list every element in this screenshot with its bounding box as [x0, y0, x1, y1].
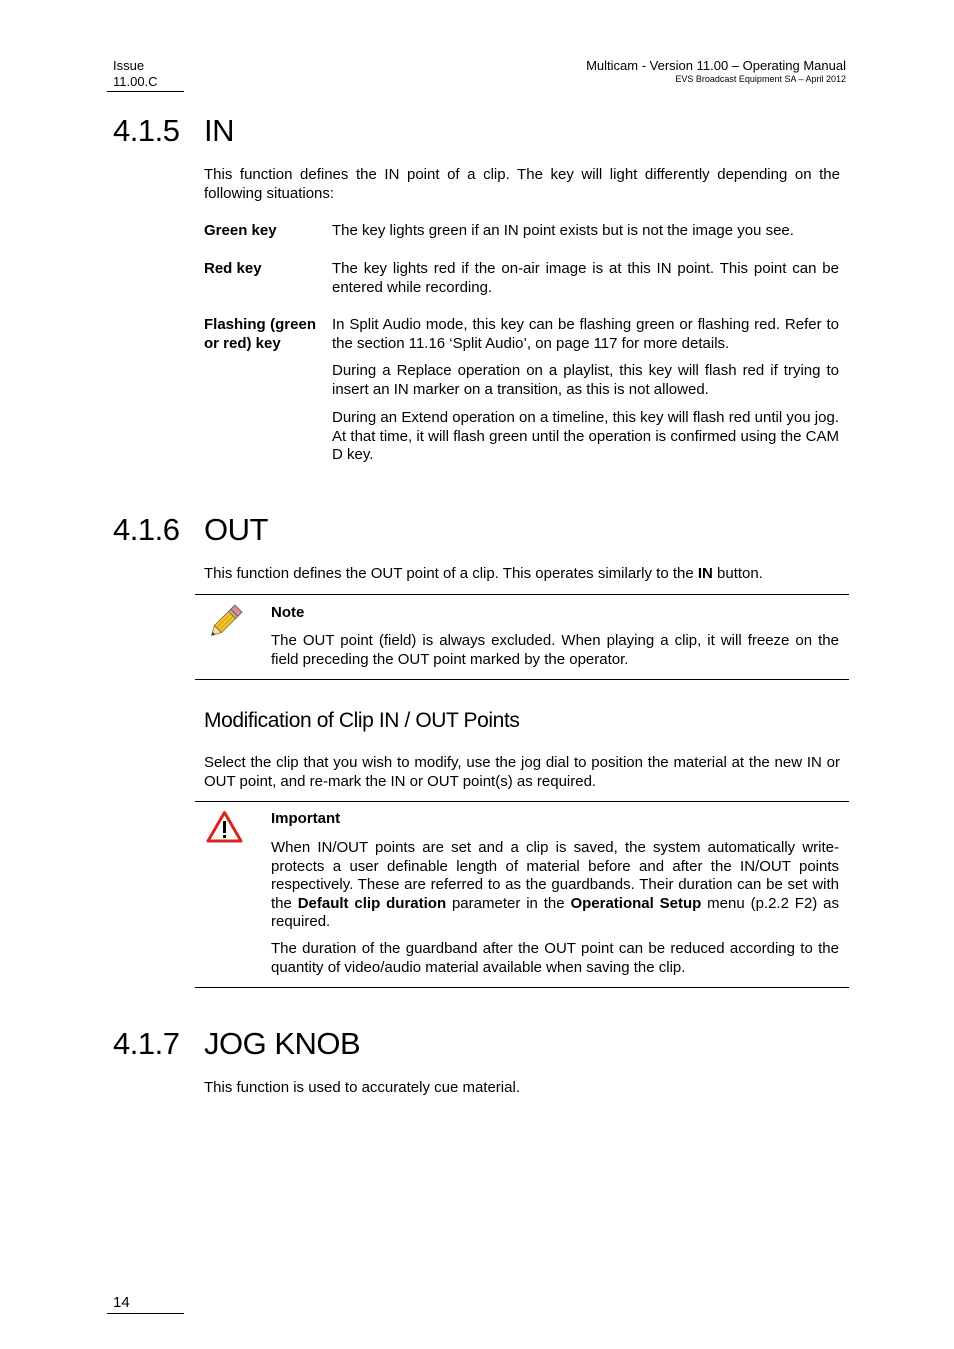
section-title: IN	[204, 113, 234, 148]
section-title: OUT	[204, 512, 268, 547]
note-text: The OUT point (field) is always excluded. When playing a clip, it will freeze on the field preceding the OUT point marked by the operator.	[271, 632, 839, 668]
def-green-key: The key lights green if an IN point exists but is not the image you see.	[332, 222, 794, 239]
section-heading-jog	[113, 1026, 713, 1062]
section-jog-intro: This function is used to accurately cue material.	[204, 1079, 520, 1096]
def-flashing-replace: During a Replace operation on a playlist, this key will flash red if trying to insert an IN marker on a transition, as this is not allowed.	[332, 362, 839, 398]
important-text-2: The duration of the guardband after the OUT point can be reduced according to the quantity of video/audio material available when saving the clip.	[271, 940, 839, 976]
section-in-intro: This function defines the IN point of a clip. The key will light differently depending on the following situations:	[204, 166, 840, 202]
def-red-key: The key lights red if the on-air image is at this IN point. This point can be entered while recording.	[332, 260, 839, 296]
issue-number: 11.00.C	[113, 74, 158, 89]
issue-label: Issue	[113, 58, 145, 73]
pencil-icon	[205, 602, 245, 642]
header-issue	[113, 58, 158, 90]
important-title: Important	[271, 810, 341, 827]
section-title: JOG KNOB	[204, 1026, 361, 1061]
page-number: 14	[113, 1294, 130, 1311]
note-title: Note	[271, 604, 305, 621]
def-flashing-extend: During an Extend operation on a timeline, this key will flash red until you jog. At that time, it will flash green until the operation is confirmed using the CAM D key.	[332, 409, 839, 463]
publisher-line: EVS Broadcast Equipment SA – April 2012	[675, 74, 846, 84]
header-divider	[107, 91, 184, 92]
section-number: 4.1.6	[113, 512, 180, 547]
warning-icon	[206, 810, 243, 843]
important-bottom-rule	[195, 987, 849, 988]
section-number: 4.1.5	[113, 113, 180, 148]
section-heading-out	[113, 512, 713, 548]
term-red-key: Red key	[204, 260, 262, 277]
subsection-text: Select the clip that you wish to modify, use the jog dial to position the material at the new IN or OUT point, and re-mark the IN or OUT point(s) as required.	[204, 754, 840, 790]
section-heading-in	[113, 113, 713, 149]
header-title-block	[586, 58, 846, 85]
footer-divider	[107, 1313, 184, 1314]
manual-title: Multicam - Version 11.00 – Operating Manual	[586, 58, 846, 73]
important-text-1: When IN/OUT points are set and a clip is saved, the system automatically write-protects a user definable length of material before and after the IN/OUT points respectively. These are referred to as the guardbands. Their duration can be set with the Default clip duration parameter in the Operational Setup menu (p.2.2 F2) as required.	[271, 839, 839, 930]
section-number: 4.1.7	[113, 1026, 180, 1061]
term-green-key: Green key	[204, 222, 277, 239]
term-flashing-key: Flashing (green or red) key	[204, 316, 316, 352]
section-out-intro: This function defines the OUT point of a clip. This operates similarly to the IN button.	[204, 565, 763, 582]
def-flashing-split-audio: In Split Audio mode, this key can be flashing green or flashing red. Refer to the section 11.16 ‘Split Audio’, on page 117 for more details.	[332, 316, 839, 352]
note-bottom-rule	[195, 679, 849, 680]
subsection-title: Modification of Clip IN / OUT Points	[204, 709, 520, 732]
note-top-rule	[195, 594, 849, 595]
important-top-rule	[195, 801, 849, 802]
